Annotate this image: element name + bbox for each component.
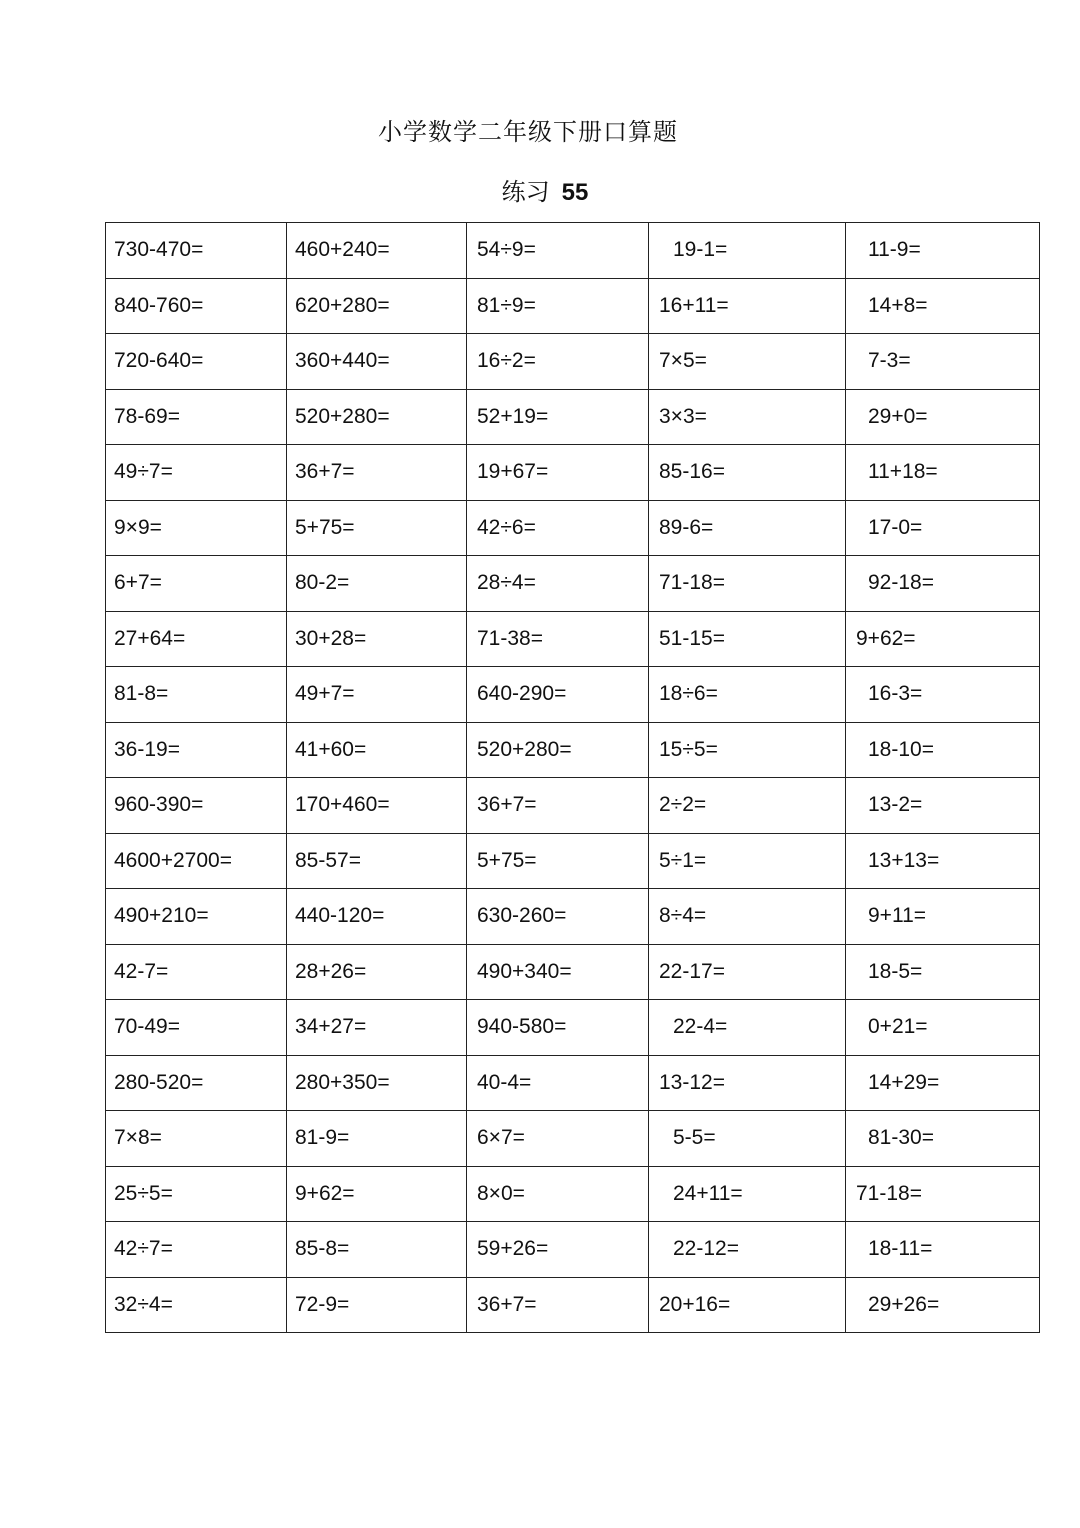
problem-cell: 51-15= — [649, 611, 846, 667]
problem-cell: 730-470= — [106, 223, 287, 279]
problem-cell: 170+460= — [287, 778, 467, 834]
problem-cell: 36+7= — [287, 445, 467, 501]
problem-cell: 22-12= — [649, 1222, 846, 1278]
problem-cell: 280+350= — [287, 1055, 467, 1111]
exercise-number: 55 — [561, 179, 589, 206]
problem-cell: 490+210= — [106, 889, 287, 945]
problem-cell: 24+11= — [649, 1166, 846, 1222]
problem-cell: 49+7= — [287, 667, 467, 723]
problem-cell: 85-8= — [287, 1222, 467, 1278]
problem-cell: 41+60= — [287, 722, 467, 778]
problem-cell: 85-57= — [287, 833, 467, 889]
problem-cell: 70-49= — [106, 1000, 287, 1056]
problem-cell: 6×7= — [467, 1111, 649, 1167]
problem-cell: 2÷2= — [649, 778, 846, 834]
problem-cell: 42-7= — [106, 944, 287, 1000]
worksheet-title: 小学数学二年级下册口算题 — [378, 118, 678, 146]
problem-cell: 9×9= — [106, 500, 287, 556]
grid-row — [106, 889, 1040, 945]
problem-cell: 4600+2700= — [106, 833, 287, 889]
problem-cell: 59+26= — [467, 1222, 649, 1278]
problem-cell: 52+19= — [467, 389, 649, 445]
problem-cell: 49÷7= — [106, 445, 287, 501]
exercise-heading — [0, 172, 1080, 207]
grid-row — [106, 1000, 1040, 1056]
problem-cell: 520+280= — [467, 722, 649, 778]
grid-row — [106, 667, 1040, 723]
problem-cell: 490+340= — [467, 944, 649, 1000]
problem-cell: 16-3= — [846, 667, 1040, 723]
problem-cell: 940-580= — [467, 1000, 649, 1056]
problem-cell: 81-8= — [106, 667, 287, 723]
problem-cell: 19-1= — [649, 223, 846, 279]
problem-cell: 89-6= — [649, 500, 846, 556]
problem-cell: 7×8= — [106, 1111, 287, 1167]
problem-cell: 81÷9= — [467, 278, 649, 334]
problem-cell: 840-760= — [106, 278, 287, 334]
grid-row — [106, 1222, 1040, 1278]
grid-row — [106, 223, 1040, 279]
problem-cell: 22-17= — [649, 944, 846, 1000]
problem-cell: 15÷5= — [649, 722, 846, 778]
grid-row — [106, 1055, 1040, 1111]
grid-row — [106, 944, 1040, 1000]
problem-cell: 30+28= — [287, 611, 467, 667]
problem-cell: 85-16= — [649, 445, 846, 501]
problem-cell: 18÷6= — [649, 667, 846, 723]
problem-cell: 78-69= — [106, 389, 287, 445]
problem-cell: 13-2= — [846, 778, 1040, 834]
problem-cell: 630-260= — [467, 889, 649, 945]
grid-row — [106, 833, 1040, 889]
problem-cell: 13-12= — [649, 1055, 846, 1111]
problem-cell: 7×5= — [649, 334, 846, 390]
problem-cell: 13+13= — [846, 833, 1040, 889]
problem-cell: 3×3= — [649, 389, 846, 445]
problem-cell: 7-3= — [846, 334, 1040, 390]
grid-row — [106, 722, 1040, 778]
grid-row — [106, 500, 1040, 556]
problem-cell: 42÷6= — [467, 500, 649, 556]
problem-cell: 360+440= — [287, 334, 467, 390]
problem-cell: 280-520= — [106, 1055, 287, 1111]
grid-row — [106, 778, 1040, 834]
problem-cell: 54÷9= — [467, 223, 649, 279]
grid-row — [106, 556, 1040, 612]
grid-row — [106, 1111, 1040, 1167]
problem-cell: 6+7= — [106, 556, 287, 612]
problem-cell: 71-18= — [846, 1166, 1040, 1222]
grid-row — [106, 611, 1040, 667]
problem-cell: 81-30= — [846, 1111, 1040, 1167]
problem-cell: 28+26= — [287, 944, 467, 1000]
arithmetic-grid — [105, 222, 1040, 1333]
problem-cell: 18-10= — [846, 722, 1040, 778]
problem-cell: 5÷1= — [649, 833, 846, 889]
grid-row — [106, 1166, 1040, 1222]
problem-cell: 8÷4= — [649, 889, 846, 945]
grid-row — [106, 334, 1040, 390]
problem-cell: 71-18= — [649, 556, 846, 612]
problem-cell: 14+8= — [846, 278, 1040, 334]
problem-cell: 29+0= — [846, 389, 1040, 445]
problem-cell: 25÷5= — [106, 1166, 287, 1222]
problem-cell: 28÷4= — [467, 556, 649, 612]
problem-cell: 19+67= — [467, 445, 649, 501]
problem-cell: 16+11= — [649, 278, 846, 334]
problem-cell: 14+29= — [846, 1055, 1040, 1111]
problem-cell: 620+280= — [287, 278, 467, 334]
problem-cell: 18-11= — [846, 1222, 1040, 1278]
problem-cell: 11-9= — [846, 223, 1040, 279]
problem-cell: 80-2= — [287, 556, 467, 612]
problem-cell: 18-5= — [846, 944, 1040, 1000]
problem-cell: 36+7= — [467, 778, 649, 834]
arithmetic-grid-body — [106, 223, 1040, 1333]
problem-cell: 0+21= — [846, 1000, 1040, 1056]
problem-cell: 20+16= — [649, 1277, 846, 1333]
problem-cell: 460+240= — [287, 223, 467, 279]
grid-row — [106, 445, 1040, 501]
problem-cell: 5-5= — [649, 1111, 846, 1167]
problem-cell: 29+26= — [846, 1277, 1040, 1333]
grid-row — [106, 1277, 1040, 1333]
problem-cell: 8×0= — [467, 1166, 649, 1222]
problem-cell: 40-4= — [467, 1055, 649, 1111]
problem-cell: 71-38= — [467, 611, 649, 667]
problem-cell: 72-9= — [287, 1277, 467, 1333]
problem-cell: 440-120= — [287, 889, 467, 945]
problem-cell: 34+27= — [287, 1000, 467, 1056]
problem-cell: 5+75= — [287, 500, 467, 556]
problem-cell: 81-9= — [287, 1111, 467, 1167]
problem-cell: 16÷2= — [467, 334, 649, 390]
problem-cell: 720-640= — [106, 334, 287, 390]
problem-cell: 36+7= — [467, 1277, 649, 1333]
problem-cell: 32÷4= — [106, 1277, 287, 1333]
problem-cell: 960-390= — [106, 778, 287, 834]
problem-cell: 9+62= — [846, 611, 1040, 667]
grid-row — [106, 389, 1040, 445]
problem-cell: 27+64= — [106, 611, 287, 667]
problem-cell: 42÷7= — [106, 1222, 287, 1278]
problem-cell: 9+62= — [287, 1166, 467, 1222]
problem-cell: 640-290= — [467, 667, 649, 723]
problem-cell: 9+11= — [846, 889, 1040, 945]
grid-row — [106, 278, 1040, 334]
problem-cell: 11+18= — [846, 445, 1040, 501]
problem-cell: 17-0= — [846, 500, 1040, 556]
problem-cell: 22-4= — [649, 1000, 846, 1056]
problem-cell: 5+75= — [467, 833, 649, 889]
problem-cell: 36-19= — [106, 722, 287, 778]
exercise-label: 练习 — [501, 178, 550, 206]
problem-cell: 92-18= — [846, 556, 1040, 612]
problem-cell: 520+280= — [287, 389, 467, 445]
